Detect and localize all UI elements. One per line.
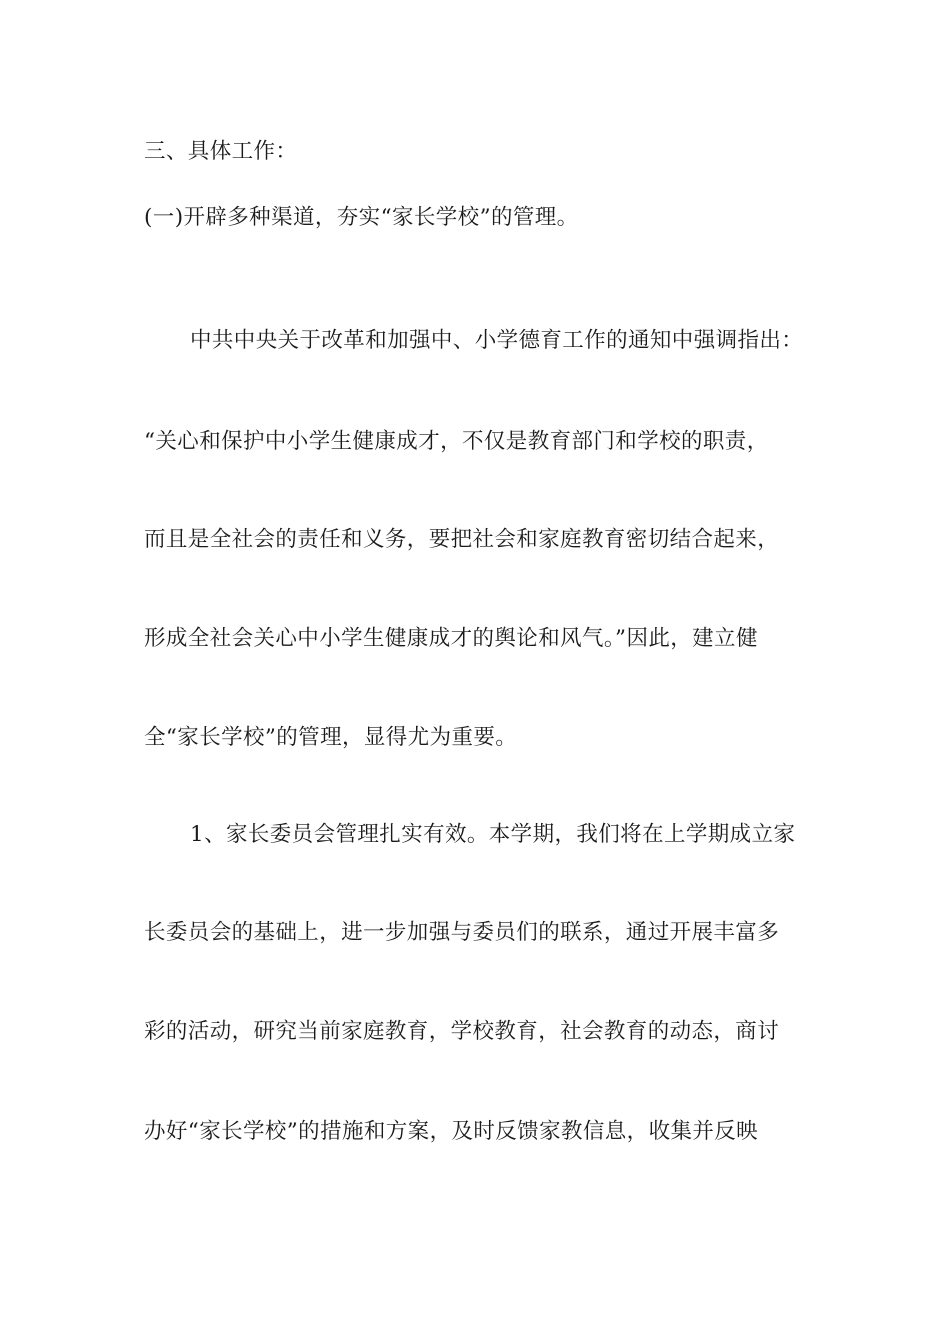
paragraph-line: 全“家长学校”的管理，显得尤为重要。 [144, 725, 518, 750]
section-heading: 三、具体工作： [144, 139, 298, 164]
paragraph-line: 办好“家长学校”的措施和方案，及时反馈家教信息，收集并反映 [144, 1119, 759, 1144]
paragraph-line: 1、家长委员会管理扎实有效。本学期，我们将在上学期成立家 [190, 822, 796, 847]
subsection-heading: (一)开辟多种渠道，夯实“家长学校”的管理。 [144, 205, 579, 230]
paragraph-line: 长委员会的基础上，进一步加强与委员们的联系，通过开展丰富多 [144, 920, 780, 945]
paragraph-line: 形成全社会关心中小学生健康成才的舆论和风气。”因此，建立健 [144, 626, 758, 651]
paragraph-line: 彩的活动，研究当前家庭教育，学校教育，社会教育的动态，商讨 [144, 1019, 780, 1044]
paragraph-line: 中共中央关于改革和加强中、小学德育工作的通知中强调指出： [190, 328, 804, 353]
paragraph-line: “关心和保护中小学生健康成才，不仅是教育部门和学校的职责， [144, 429, 769, 454]
paragraph-line: 而且是全社会的责任和义务，要把社会和家庭教育密切结合起来， [144, 527, 780, 552]
